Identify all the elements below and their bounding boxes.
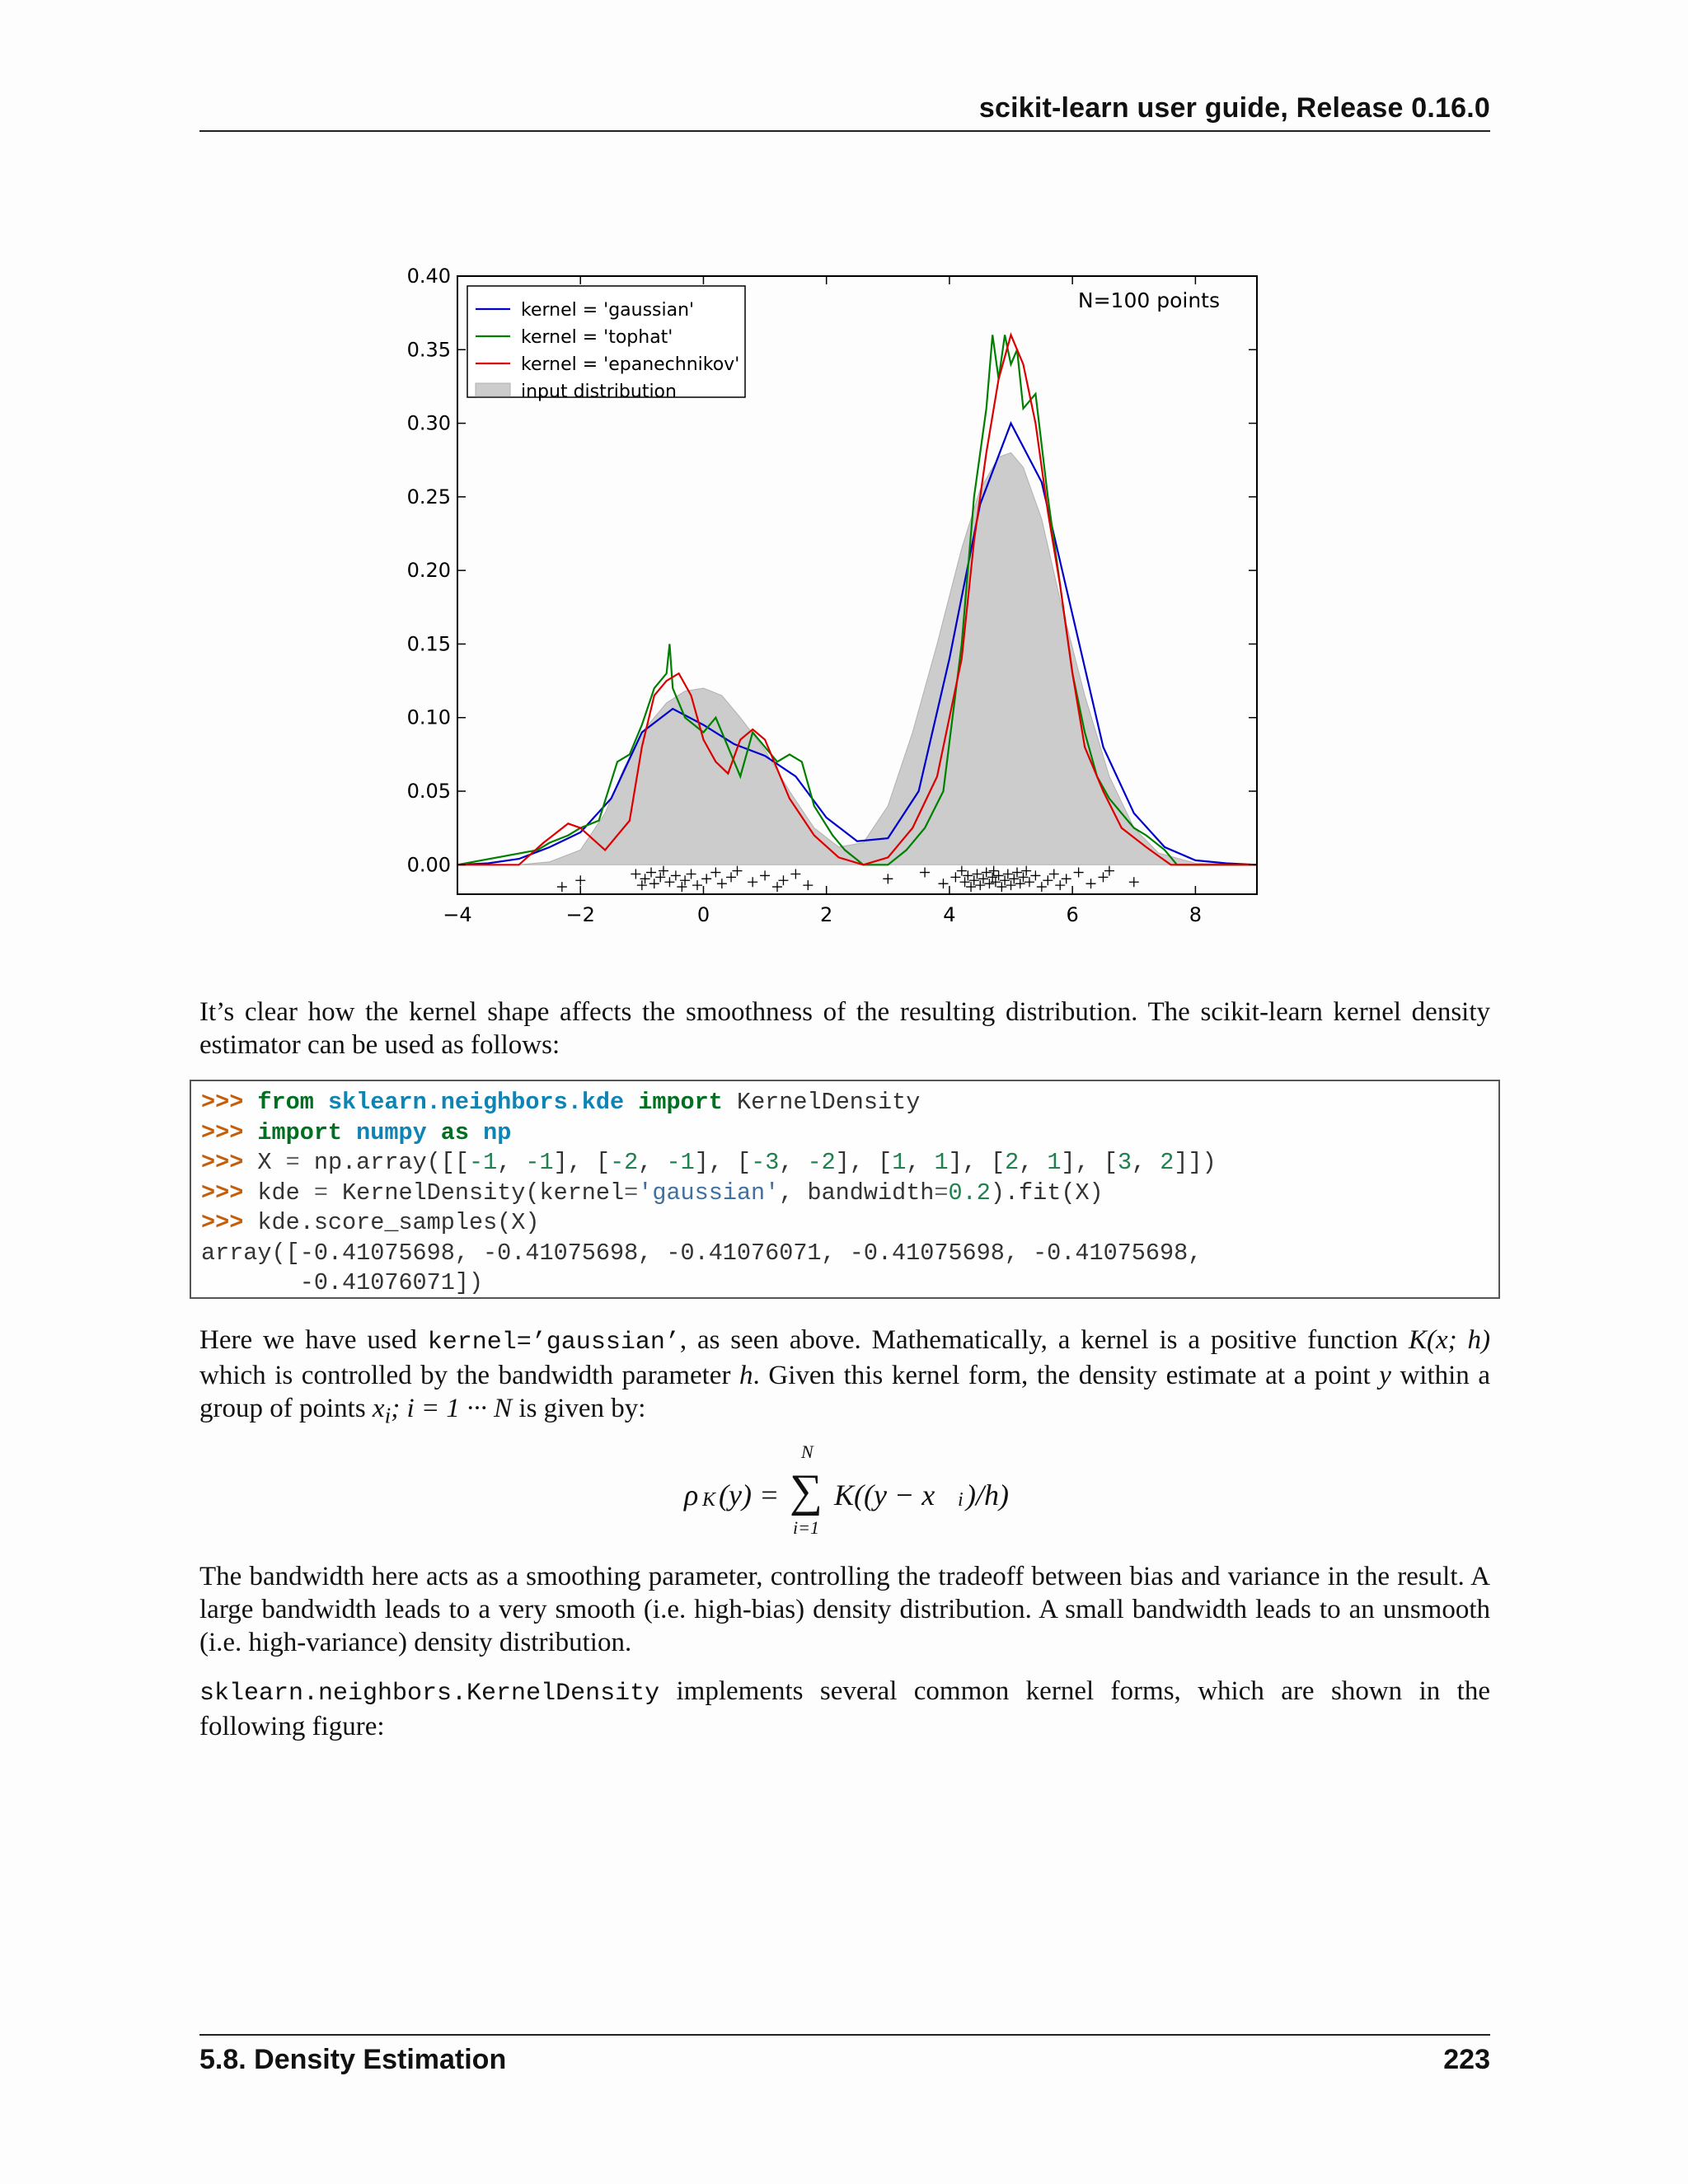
sample-point [692,880,702,890]
y-tick-label: 0.25 [406,485,451,509]
sample-point [1129,877,1139,887]
sample-point [733,866,743,876]
code-line-2: >>> import numpy as np [201,1118,512,1146]
footer-section: 5.8. Density Estimation [199,2044,507,2075]
y-tick-label: 0.35 [406,338,451,362]
sample-point [803,880,813,890]
sample-point [1043,875,1053,885]
legend-label: kernel = 'tophat' [521,327,673,348]
sample-point [1025,877,1034,887]
sample-point [717,879,727,888]
x-tick-label: 0 [696,903,710,926]
sample-point [646,868,656,878]
x-tick-label: 6 [1066,903,1079,926]
sample-point [772,882,782,892]
sample-point [938,879,948,888]
paragraph-bandwidth: The bandwidth here acts as a smoothing parameter, controlling the tradeoff between bias and variance in the result. A large bandwidth leads to a very smooth (i.e. high-bias) density distribution. A small bandwidth leads to an unsmooth (i.e. high-variance) density distribution. [199,1562,1490,1657]
code-line-4: >>> kde = KernelDensity(kernel='gaussian', bandwidth=0.2).fit(X) [201,1179,1104,1207]
code-output-2: -0.41076071]) [201,1269,484,1296]
sample-point [687,869,696,879]
code-line-1: >>> from sklearn.neighbors.kde import KernelDensity [201,1089,921,1116]
legend-label: kernel = 'gaussian' [521,300,695,321]
page-footer [199,2034,1490,2075]
y-tick-label: 0.15 [406,632,451,656]
x-tick-label: 4 [943,903,956,926]
sample-point [701,874,711,883]
x-tick-label: −2 [565,903,595,926]
paragraph-kernel-def: Here we have used kernel=’gaussian’, as seen above. Mathematically, a kernel is a positive function K(x; h) which is controlled by the bandwidth parameter h. Given this kernel form, the density estimate at a point y within a group of points $x_i$; i = 1 ··· N is given by: [199,1325,1491,1428]
code-line-5: >>> kde.score_samples(X) [201,1209,540,1236]
kde-figure [387,251,1294,927]
x-tick-label: 8 [1189,903,1203,926]
sample-point [664,877,674,887]
code-line-3: >>> X = np.array([[-1, -1], [-2, -1], [-3, -2], [1, 1], [2, 1], [3, 2]]) [201,1149,1217,1176]
sample-point [631,869,640,879]
y-tick-label: 0.30 [406,411,451,435]
paragraph-kernel-forms: sklearn.neighbors.KernelDensity implements several common kernel forms, which are shown in the following figure: [199,1676,1490,1741]
paragraph-intro: It’s clear how the kernel shape affects the smoothness of the resulting distribution. The scikit-learn kernel density estimator can be used as follows: [199,997,1490,1060]
sample-point [1098,872,1108,882]
y-tick-label: 0.40 [406,265,451,288]
sample-point [671,870,681,880]
page-number: 223 [1443,2044,1490,2075]
page-header [199,92,1490,132]
sample-point [710,868,720,878]
x-tick-label: −4 [443,903,472,926]
sample-point [760,870,770,880]
sample-point [778,875,788,885]
y-tick-label: 0.05 [406,780,451,803]
series-kernel-tophat [457,335,1257,865]
y-tick-label: 0.00 [406,853,451,877]
chart-annotation: N=100 points [1077,288,1220,312]
legend [467,286,745,402]
density-formula: ρ K (y) = ∑ N i=1 K((y − x i )/h) [684,1441,1009,1538]
sample-point [1030,870,1040,880]
legend-label: kernel = 'epanechnikov' [521,354,740,375]
series-input-distribution [457,452,1257,865]
series-kernel-gaussian [457,424,1257,865]
y-tick-label: 0.20 [406,559,451,583]
sample-point [726,872,736,882]
sample-point [790,869,800,879]
running-title: scikit-learn user guide, Release 0.16.0 [978,92,1490,124]
legend-swatch [476,383,510,396]
sample-point [1104,866,1114,876]
x-tick-label: 2 [820,903,833,926]
y-tick-label: 0.10 [406,705,451,729]
sample-point [649,879,659,888]
sample-point [883,874,893,883]
sample-point [920,868,930,878]
sample-point [1037,882,1047,892]
legend-label: input distribution [521,382,677,402]
sample-point [557,882,567,892]
sample-point [1062,874,1071,883]
series-kernel-epanechnikov [457,335,1257,865]
sample-point [1049,869,1059,879]
sample-point [575,875,585,885]
sample-point [957,866,967,876]
code-block [190,1080,1500,1299]
sample-point [1086,879,1096,888]
sample-point [1055,880,1065,890]
sample-point [989,866,999,876]
code-output-1: array([-0.41075698, -0.41075698, -0.41076071, -0.41075698, -0.41075698, [201,1239,1203,1267]
sample-point [1074,868,1084,878]
sample-point [748,877,757,887]
sample-point [950,872,960,882]
